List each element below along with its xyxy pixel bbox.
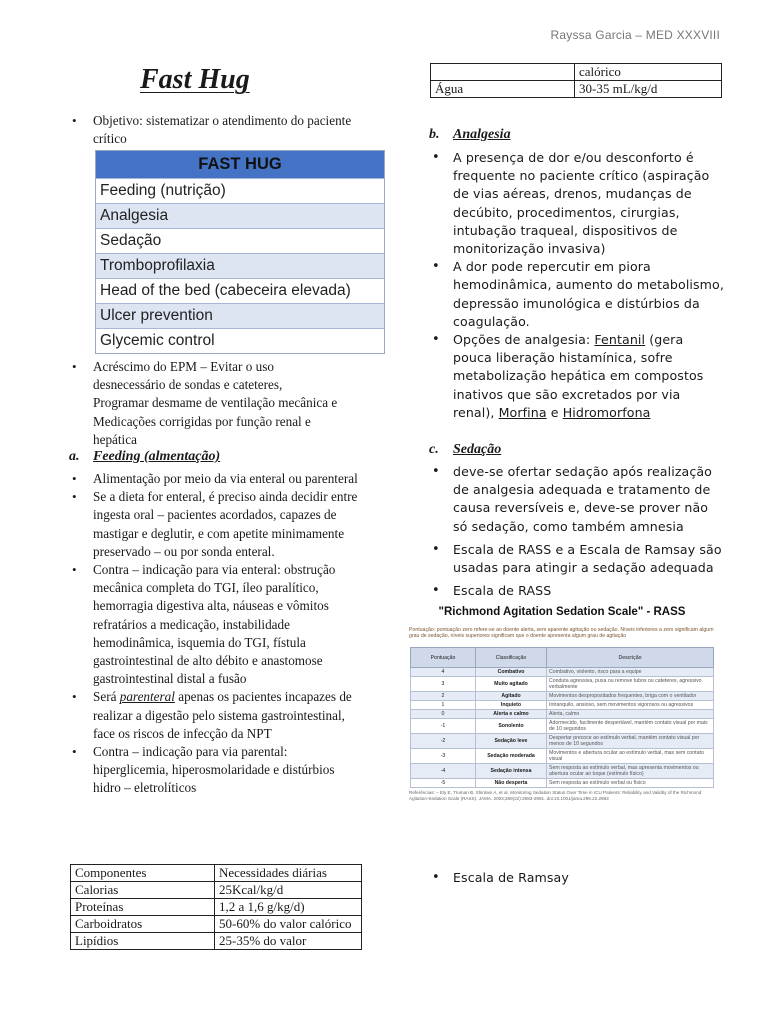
rass-row <box>411 719 714 734</box>
rass-score: -5 <box>411 779 476 788</box>
feeding-bullet <box>69 688 361 743</box>
rass-score: 2 <box>411 692 476 701</box>
rass-class: Combativo <box>476 668 547 677</box>
analgesia-title: Analgesia <box>453 127 511 142</box>
conjunction: e <box>546 404 563 420</box>
rass-scale-figure <box>406 606 718 854</box>
rass-desc: Movimentos e abertura ocular ao estímulo verbal, mas sem contato visual <box>547 749 714 764</box>
rass-score: -3 <box>411 749 476 764</box>
table-row <box>431 81 722 98</box>
rass-desc: Sem resposta ao estímulo verbal ou físico <box>547 779 714 788</box>
drug-hidromorfona: Hidromorfona <box>562 404 651 420</box>
sedacao-list <box>429 463 725 600</box>
table-cell: Componentes <box>71 865 215 882</box>
parenteral-term: parenteral <box>119 689 175 705</box>
fast-hug-item: Glycemic control <box>96 328 384 353</box>
fast-hug-item: Ulcer prevention <box>96 303 384 328</box>
rass-row <box>411 734 714 749</box>
rass-header-row <box>411 648 714 668</box>
rass-class: Muito agitado <box>476 677 547 692</box>
analgesia-list <box>429 149 725 422</box>
sedacao-letter: c. <box>429 442 439 457</box>
rass-score: -2 <box>411 734 476 749</box>
analgesia-bullet <box>429 331 725 422</box>
fast-hug-heading: FAST HUG <box>96 151 384 178</box>
daily-needs-table-continued <box>430 63 722 98</box>
rass-class: Sedação intensa <box>476 764 547 779</box>
table-cell: 50-60% do valor calórico <box>215 916 362 933</box>
table-cell: 1,2 a 1,6 g/kg/d) <box>215 899 362 916</box>
rass-score: 0 <box>411 710 476 719</box>
rass-row <box>411 701 714 710</box>
rass-row <box>411 677 714 692</box>
fast-hug-item: Tromboprofilaxia <box>96 253 384 278</box>
rass-desc: Intranquilo, ansioso, sem movimentos vigorosos ou agressivos <box>547 701 714 710</box>
rass-desc: Alerta, calmo <box>547 710 714 719</box>
rass-desc: Adormecido, facilmente despertável, mantém contato visual por mais de 10 segundos <box>547 719 714 734</box>
rass-desc: Despertar precoce ao estímulo verbal, mantém contato visual por menos de 10 segundos <box>547 734 714 749</box>
rass-header: Descrição <box>547 648 714 668</box>
table-cell: Carboidratos <box>71 916 215 933</box>
rass-table <box>410 647 714 788</box>
rass-header: Classificação <box>476 648 547 668</box>
rass-reference: Referências: – Ely E, Truman B, Shintani A, et al. Monitoring Sedation Status Over Time in ICU Patients: Reliability and Validity of the Richmond Agitation-Sedation Scale (RASS). JAMA. 2003;289(22):2983-2991. doi:10.1001/jama.289.22.2983 <box>409 790 702 801</box>
rass-class: Não desperta <box>476 779 547 788</box>
objective-label: Objetivo: <box>93 113 143 128</box>
objective-item <box>69 112 359 148</box>
table-row <box>71 916 362 933</box>
sedacao-heading <box>429 442 501 458</box>
fast-hug-table <box>95 150 385 354</box>
rass-row <box>411 710 714 719</box>
feeding-bullet: • Contra – indicação para via parental: hiperglicemia, hiperosmolaridade e distúrbios hidro – eletrolíticos <box>69 743 361 798</box>
rass-score: -4 <box>411 764 476 779</box>
table-cell: 30-35 mL/kg/d <box>575 81 722 98</box>
table-cell <box>431 64 575 81</box>
rass-row <box>411 692 714 701</box>
rass-row <box>411 749 714 764</box>
feeding-bullet: • Alimentação por meio da via enteral ou parenteral <box>69 470 361 488</box>
sedacao-bullet: • Escala de RASS e a Escala de Ramsay são usadas para atingir a sedação adequada <box>429 541 725 577</box>
rass-row <box>411 764 714 779</box>
table-cell: Necessidades diárias <box>215 865 362 882</box>
analgesia-options-label: Opções de analgesia: <box>453 332 595 348</box>
rass-class: Sedação moderada <box>476 749 547 764</box>
fast-hug-item: Head of the bed (cabeceira elevada) <box>96 278 384 303</box>
rass-class: Sonolento <box>476 719 547 734</box>
table-row <box>71 899 362 916</box>
table-cell: Calorias <box>71 882 215 899</box>
feeding-bullet4-pre: Será <box>93 689 120 705</box>
table-row <box>71 865 362 882</box>
feeding-bullet: • Se a dieta for enteral, é preciso ainda decidir entre ingesta oral – pacientes acordados, capazes de mastigar e deglutir, e com apetite minimamente preservado – ou por sonda enteral. <box>69 488 361 561</box>
rass-desc: Combativo, violento, risco para a equipe <box>547 668 714 677</box>
document-header-author: Rayssa Garcia – MED XXXVIII <box>550 28 720 42</box>
feeding-letter: a. <box>69 449 80 464</box>
feeding-bullet: • Contra – indicação para via enteral: obstrução mecânica completa do TGI, íleo paralítico, hemorragia digestiva alta, náuseas e vômitos refratários a medicação, instabilidade hemodinâmica, isquemia do TGI, fístula gastrointestinal de alto débito e anastomose gastrointestinal distal a fusão <box>69 561 361 688</box>
rass-title: "Richmond Agitation Sedation Scale" - RASS <box>438 606 686 618</box>
sedacao-bullet: • Escala de Ramsay <box>429 869 725 887</box>
table-cell: calórico <box>575 64 722 81</box>
sedacao-title: Sedação <box>453 442 502 457</box>
rass-class: Agitado <box>476 692 547 701</box>
rass-row <box>411 668 714 677</box>
table-cell: Água <box>431 81 575 98</box>
sedacao-bullet: • deve-se ofertar sedação após realização de analgesia adequada e tratamento de causa reversíveis e, deve-se prover não só sedação, como também amnesia <box>429 463 725 536</box>
rass-score: 1 <box>411 701 476 710</box>
rass-class: Alerta e calmo <box>476 710 547 719</box>
analgesia-letter: b. <box>429 127 440 142</box>
rass-intro: Pontuação: pontuação zero refere-se ao doente alerta, sem aparente agitação ou sedação. Níveis inferiores a zero significam algum grau de sedação, níveis superiores significam que o doente apresenta algum grau de agitação <box>409 627 714 640</box>
epm-note: • Acréscimo do EPM – Evitar o uso desnecessário de sondas e cateteres, Programar desmame de ventilação mecânica e Medicações corrigidas por função renal e hepática <box>69 358 341 449</box>
page-title: Fast Hug <box>140 64 250 95</box>
table-row <box>71 933 362 950</box>
epm-note-block <box>69 358 341 449</box>
drug-morfina: Morfina <box>498 404 547 420</box>
rass-desc: Movimentos despropositados frequentes, briga com o ventilador <box>547 692 714 701</box>
table-row <box>431 64 722 81</box>
objective-text: sistematizar o atendimento do paciente crítico <box>93 113 352 147</box>
objective-block <box>69 112 359 148</box>
fast-hug-item: Analgesia <box>96 203 384 228</box>
ramsay-list <box>429 869 725 887</box>
table-row <box>71 882 362 899</box>
fast-hug-item: Sedação <box>96 228 384 253</box>
rass-class: Inquieto <box>476 701 547 710</box>
feeding-bullet4-post: apenas os pacientes incapazes de realizar a digestão pelo sistema gastrointestinal, face os riscos de infecção da NPT <box>93 689 352 741</box>
analgesia-heading <box>429 127 511 143</box>
analgesia-bullet: • A presença de dor e/ou desconforto é frequente no paciente crítico (aspiração de vias aéreas, drenos, mudanças de decúbito, procedimentos, cirurgias, intubação traqueal, dispositivos de monitorização invasiva) <box>429 149 725 258</box>
daily-needs-table <box>70 864 362 950</box>
rass-desc: Sem resposta ao estímulo verbal, mas apresenta movimentos ou abertura ocular ao toque (estímulo físico) <box>547 764 714 779</box>
rass-row <box>411 779 714 788</box>
feeding-title: Feeding (almentação) <box>93 449 221 464</box>
fast-hug-item: Feeding (nutrição) <box>96 178 384 203</box>
feeding-list <box>69 470 361 798</box>
table-cell: Proteínas <box>71 899 215 916</box>
table-cell: 25-35% do valor <box>215 933 362 950</box>
table-cell: Lipídios <box>71 933 215 950</box>
rass-header: Pontuação <box>411 648 476 668</box>
feeding-heading <box>69 449 220 465</box>
rass-desc: Conduta agressiva, puxa ou remove tubos ou cateteres, agressivo verbalmente <box>547 677 714 692</box>
rass-score: -1 <box>411 719 476 734</box>
fentanil-description: (gera pouca liberação histamínica, sofre metabolização hepática em compostos inativos que são excretados por via renal), <box>453 332 704 420</box>
analgesia-bullet: • A dor pode repercutir em piora hemodinâmica, aumento do metabolismo, depressão imunológica e distúrbios da coagulação. <box>429 258 725 331</box>
table-cell: 25Kcal/kg/d <box>215 882 362 899</box>
sedacao-bullet: • Escala de RASS <box>429 582 725 600</box>
rass-score: 3 <box>411 677 476 692</box>
drug-fentanil: Fentanil <box>594 332 646 348</box>
rass-class: Sedação leve <box>476 734 547 749</box>
rass-score: 4 <box>411 668 476 677</box>
